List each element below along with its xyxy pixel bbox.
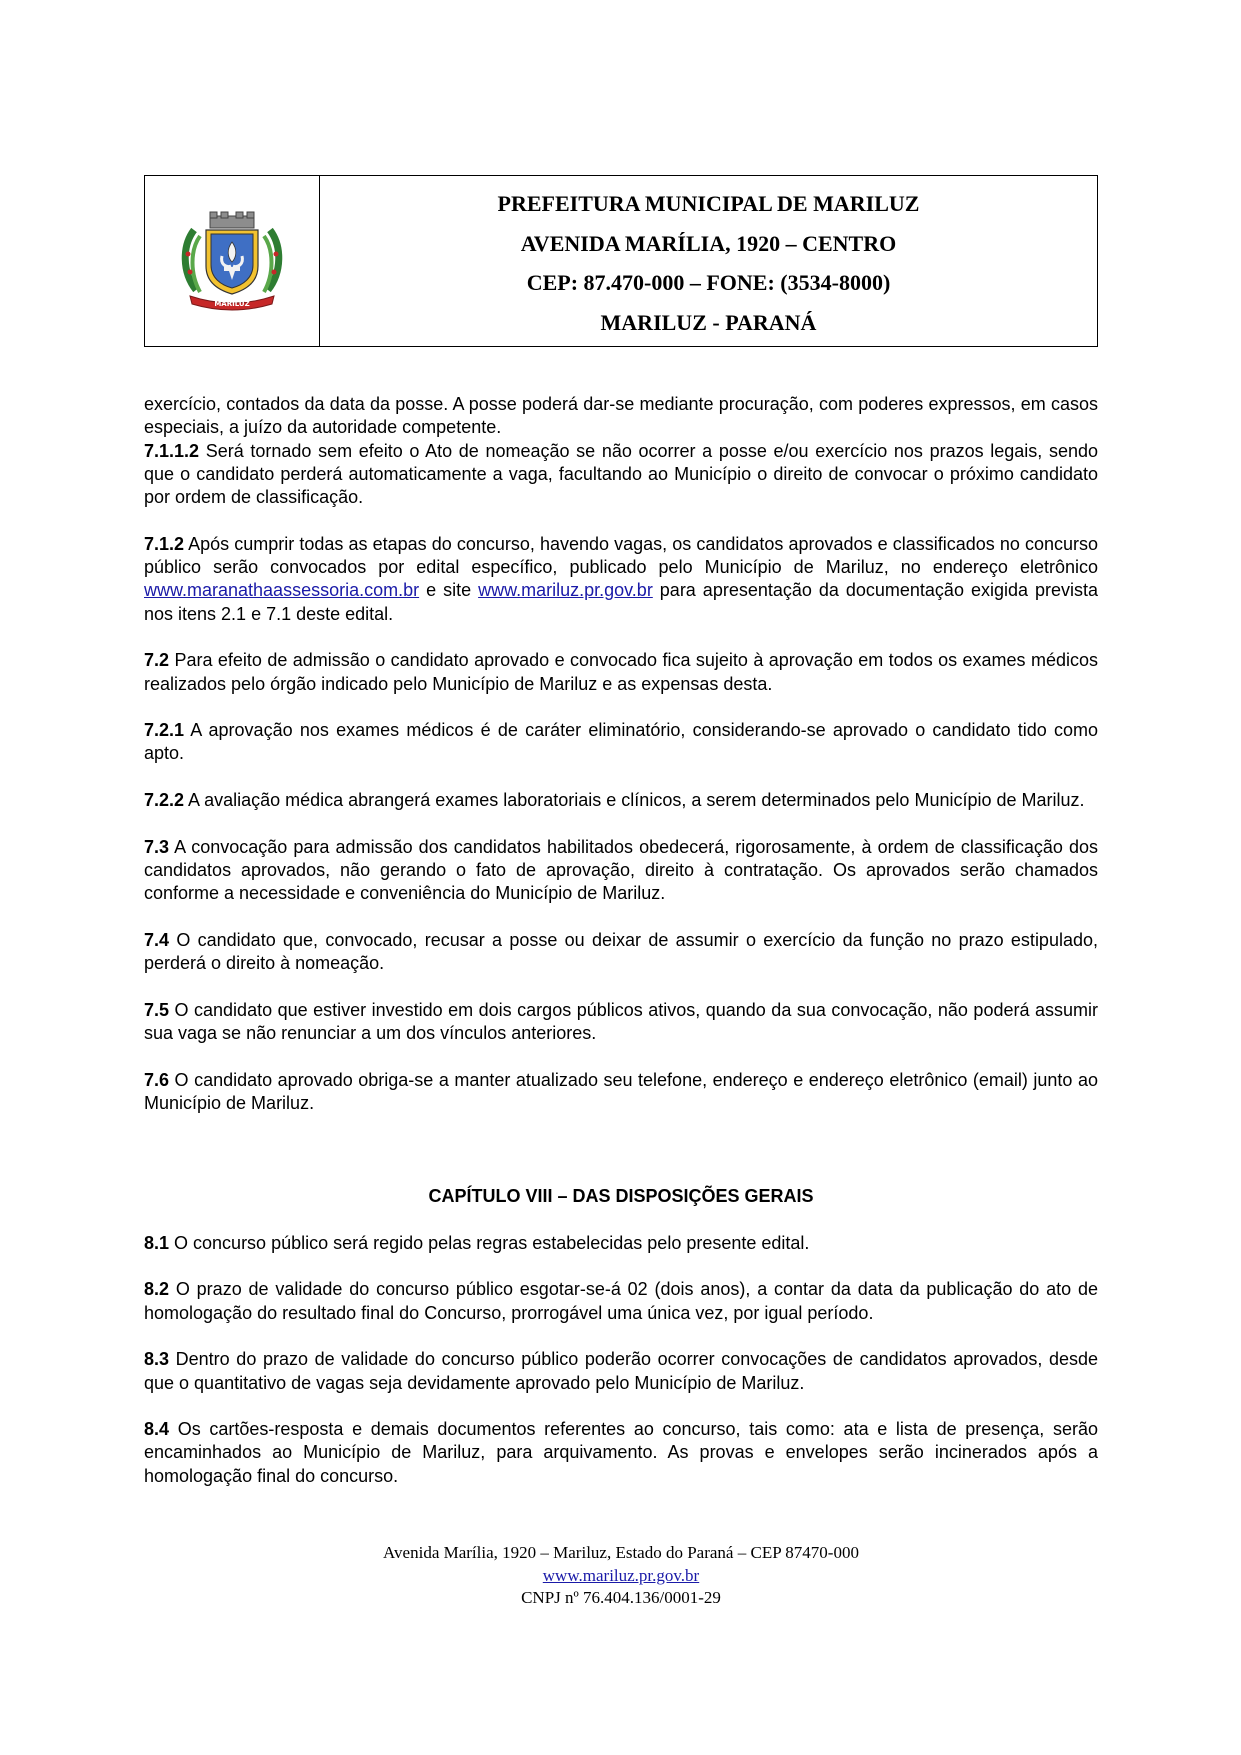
paragraph-7-2-1: 7.2.1 A aprovação nos exames médicos é de caráter eliminatório, considerando-se aprovado o candidato tido como apto. <box>144 720 1098 764</box>
logo-ribbon-text: MARILUZ <box>214 300 250 308</box>
document-body <box>144 393 1098 1488</box>
footer-address: Avenida Marília, 1920 – Mariluz, Estado do Paraná – CEP 87470-000 <box>383 1543 859 1562</box>
clause-number: 8.4 <box>144 1419 170 1440</box>
paragraph-8-2: 8.2 O prazo de validade do concurso público esgotar-se-á 02 (dois anos), a contar da data da publicação do ato de homologação do resultado final do Concurso, prorrogável uma única vez, por igual período. <box>144 1279 1098 1323</box>
clause-number: 8.1 <box>144 1232 170 1253</box>
clause-number: 8.2 <box>144 1279 170 1300</box>
paragraph-7-2-2: 7.2.2 A avaliação médica abrangerá exames laboratoriais e clínicos, a serem determinados pelo Município de Mariluz. <box>144 790 1085 811</box>
clause-number: 7.6 <box>144 1069 170 1090</box>
clause-number: 7.1.2 <box>144 533 185 554</box>
clause-number: 7.1.1.2 <box>144 440 200 461</box>
paragraph-7-3: 7.3 A convocação para admissão dos candidatos habilitados obedecerá, rigorosamente, à ordem de classificação dos candidatos aprovados, não gerando o fato de aprovação, direito à contratação. Os aprovados serão chamados conforme a necessidade e conveniência do Município de Mariluz. <box>144 836 1098 904</box>
paragraph-7-1-1-2: 7.1.1.2 Será tornado sem efeito o Ato de nomeação se não ocorrer a posse e/ou exercício nos prazos legais, sendo que o candidato perderá automaticamente a vaga, facultando ao Município o direito de convocar o próximo candidato por ordem de classificação. <box>144 440 1098 508</box>
paragraph-7-1-2: 7.1.2 Após cumprir todas as etapas do concurso, havendo vagas, os candidatos aprovados e classificados no concurso público serão convocados por edital específico, publicado pelo Município de Mariluz, no endereço eletrônico www.maranathaassessoria.com.br e site www.mariluz.pr.gov.br para apresentação da documentação exigida prevista nos itens 2.1 e 7.1 deste edital. <box>144 533 1098 624</box>
paragraph-8-3: 8.3 Dentro do prazo de validade do concurso público poderão ocorrer convocações de candidatos aprovados, desde que o quantitativo de vagas seja devidamente aprovado pelo Município de Mariluz. <box>144 1349 1098 1393</box>
header-line-1: PREFEITURA MUNICIPAL DE MARILUZ <box>497 191 920 216</box>
clause-number: 7.4 <box>144 929 170 950</box>
paragraph-continuation: exercício, contados da data da posse. A posse poderá dar-se mediante procuração, com poderes expressos, em casos especiais, a juízo da autoridade competente. <box>144 394 1098 438</box>
footer-cnpj: CNPJ nº 76.404.136/0001-29 <box>521 1588 721 1607</box>
chapter-heading: CAPÍTULO VIII – DAS DISPOSIÇÕES GERAIS <box>428 1186 814 1207</box>
paragraph-7-5: 7.5 O candidato que estiver investido em dois cargos públicos ativos, quando da sua convocação, não poderá assumir sua vaga se não renunciar a um dos vínculos anteriores. <box>144 999 1098 1044</box>
clause-number: 7.5 <box>144 999 170 1020</box>
mariluz-link[interactable]: www.mariluz.pr.gov.br <box>478 580 653 601</box>
letterhead <box>144 175 1098 347</box>
clause-number: 7.2.1 <box>144 720 185 741</box>
coat-of-arms-logo <box>176 210 288 312</box>
maranatha-link[interactable]: www.maranathaassessoria.com.br <box>144 580 420 601</box>
letterhead-title <box>320 176 1097 346</box>
footer-url-link[interactable]: www.mariluz.pr.gov.br <box>542 1565 700 1585</box>
paragraph-7-4: 7.4 O candidato que, convocado, recusar a posse ou deixar de assumir o exercício da função no prazo estipulado, perderá o direito à nomeação. <box>144 929 1098 974</box>
header-line-4: MARILUZ - PARANÁ <box>600 309 817 335</box>
coat-of-arms-cell <box>145 176 320 346</box>
paragraph-7-2: 7.2 Para efeito de admissão o candidato aprovado e convocado fica sujeito à aprovação em todos os exames médicos realizados pelo órgão indicado pelo Município de Mariluz e as expensas desta. <box>144 650 1098 694</box>
clause-number: 7.2 <box>144 650 170 671</box>
clause-number: 7.2.2 <box>144 790 185 811</box>
header-line-2: AVENIDA MARÍLIA, 1920 – CENTRO <box>520 230 897 256</box>
page-footer <box>144 1542 1098 1610</box>
clause-number: 7.3 <box>144 836 170 857</box>
clause-number: 8.3 <box>144 1349 170 1370</box>
paragraph-8-4: 8.4 Os cartões-resposta e demais documentos referentes ao concurso, tais como: ata e lista de presença, serão encaminhados ao Município de Mariluz, para arquivamento. As provas e envelopes serão incinerados após a homologação final do concurso. <box>144 1419 1098 1486</box>
paragraph-8-1: 8.1 O concurso público será regido pelas regras estabelecidas pelo presente edital. <box>144 1232 810 1253</box>
header-line-3: CEP: 87.470-000 – FONE: (3534-8000) <box>526 270 891 296</box>
paragraph-7-6: 7.6 O candidato aprovado obriga-se a manter atualizado seu telefone, endereço e endereço eletrônico (email) junto ao Município de Mariluz. <box>144 1069 1098 1113</box>
